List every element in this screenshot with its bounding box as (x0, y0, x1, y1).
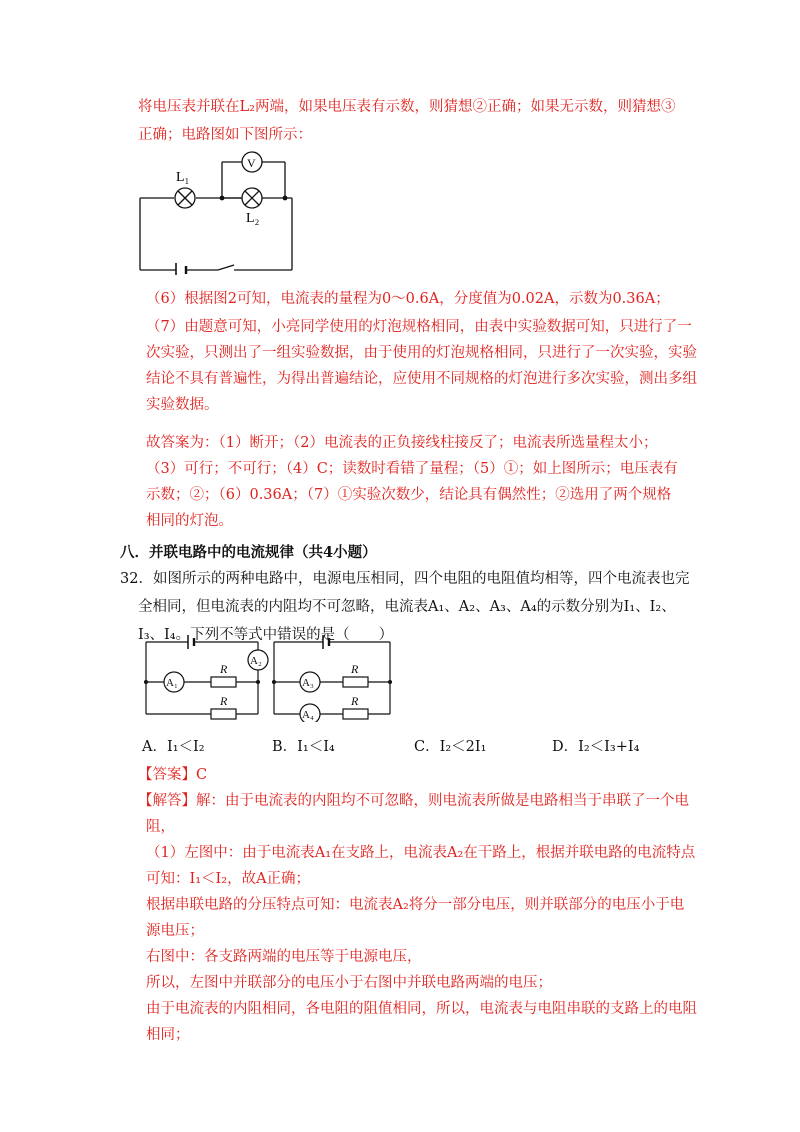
option-text: I₂＜2I₁ (439, 739, 487, 755)
voltmeter-label: V (247, 156, 256, 170)
resistor-label: R (220, 662, 228, 676)
text-line: 故答案为：（1）断开；（2）电流表的正负接线柱接反了；电流表所选量程太小； (146, 435, 658, 451)
text-line: 将电压表并联在L₂两端，如果电压表有示数，则猜想②正确；如果无示数，则猜想③ (138, 99, 676, 115)
option-text: I₁＜I₄ (297, 739, 335, 755)
resistor-label: R (351, 694, 359, 708)
ammeter-label: A₂ (250, 655, 262, 667)
option-letter: A． (142, 739, 167, 755)
text-line: 示数；②；（6）0.36A；（7）①实验次数少，结论具有偶然性；②选用了两个规格 (146, 487, 672, 503)
analysis-line: 由于电流表的内阻相同，各电阻的阻值相同，所以，电流表与电阻串联的支路上的电阻 (146, 1001, 697, 1017)
resistor-label: R (351, 662, 359, 676)
question-line: 全相同，但电流表的内阻均不可忽略，电流表A₁、A₂、A₃、A₄的示数分别为I₁、I₂、 (138, 599, 676, 615)
analysis-line: 源电压； (146, 923, 204, 939)
analysis-line: （1）左图中：由于电流表A₁在支路上，电流表A₂在干路上，根据并联电路的电流特点 (146, 845, 696, 861)
option-b (272, 736, 335, 758)
option-c (414, 736, 486, 758)
text-line: （3）可行；不可行；（4）C；读数时看错了量程；（5）①；如上图所示；电压表有 (146, 461, 678, 477)
ammeter-label: A₃ (302, 677, 314, 689)
resistor-label: R (220, 694, 228, 708)
question-line: I₃、I₄。下列不等式中错误的是（ ） (138, 627, 394, 643)
option-text: I₂＜I₃+I₄ (578, 739, 640, 755)
ammeter-label: A₁ (166, 677, 178, 689)
option-letter: D． (552, 739, 579, 755)
text-line: 相同的灯泡。 (146, 513, 233, 529)
analysis-line: 根据串联电路的分压特点可知：电流表A₂将分一部分电压，则并联部分的电压小于电 (146, 897, 685, 913)
text-line: 实验数据。 (146, 397, 219, 413)
lamp-label: L₂ (246, 211, 260, 226)
lamp-label: L₁ (176, 170, 190, 185)
analysis-line: 【解答】解：由于电流表的内阻均不可忽略，则电流表所做是电路相当于串联了一个电 (138, 793, 689, 809)
circuit-diagram-1 (130, 150, 305, 275)
option-d (552, 736, 639, 758)
text-line: 次实验，只测出了一组实验数据，由于使用的灯泡规格相同，只进行了一次实验，实验 (146, 345, 697, 361)
text-line: （7）由题意可知，小亮同学使用的灯泡规格相同，由表中实验数据可知，只进行了一 (146, 319, 692, 335)
option-letter: B． (272, 739, 298, 755)
analysis-line: 所以，左图中并联部分的电压小于右图中并联电路两端的电压； (146, 975, 552, 991)
ammeter-label: A₄ (302, 709, 314, 721)
option-text: I₁＜I₂ (166, 739, 205, 755)
analysis-line: 相同； (146, 1027, 190, 1043)
option-a (142, 736, 205, 758)
text-line: 结论不具有普遍性，为得出普遍结论，应使用不同规格的灯泡进行多次实验，测出多组 (146, 371, 697, 387)
analysis-line: 右图中：各支路两端的电压等于电源电压， (146, 949, 422, 965)
circuit-diagram-2 (138, 632, 398, 722)
option-letter: C． (414, 739, 440, 755)
analysis-line: 阻， (146, 819, 175, 835)
text-line: 正确；电路图如下图所示： (138, 127, 312, 143)
analysis-line: 可知：I₁＜I₂，故A正确； (146, 871, 311, 887)
section-title: 八．并联电路中的电流规律（共4小题） (120, 544, 377, 561)
question-line: 32．如图所示的两种电路中，电源电压相同，四个电阻的电阻值均相等，四个电流表也完 (120, 571, 690, 587)
text-line: （6）根据图2可知，电流表的量程为0～0.6A，分度值为0.02A，示数为0.36A； (146, 291, 670, 307)
answer-label: 【答案】C (138, 767, 208, 783)
